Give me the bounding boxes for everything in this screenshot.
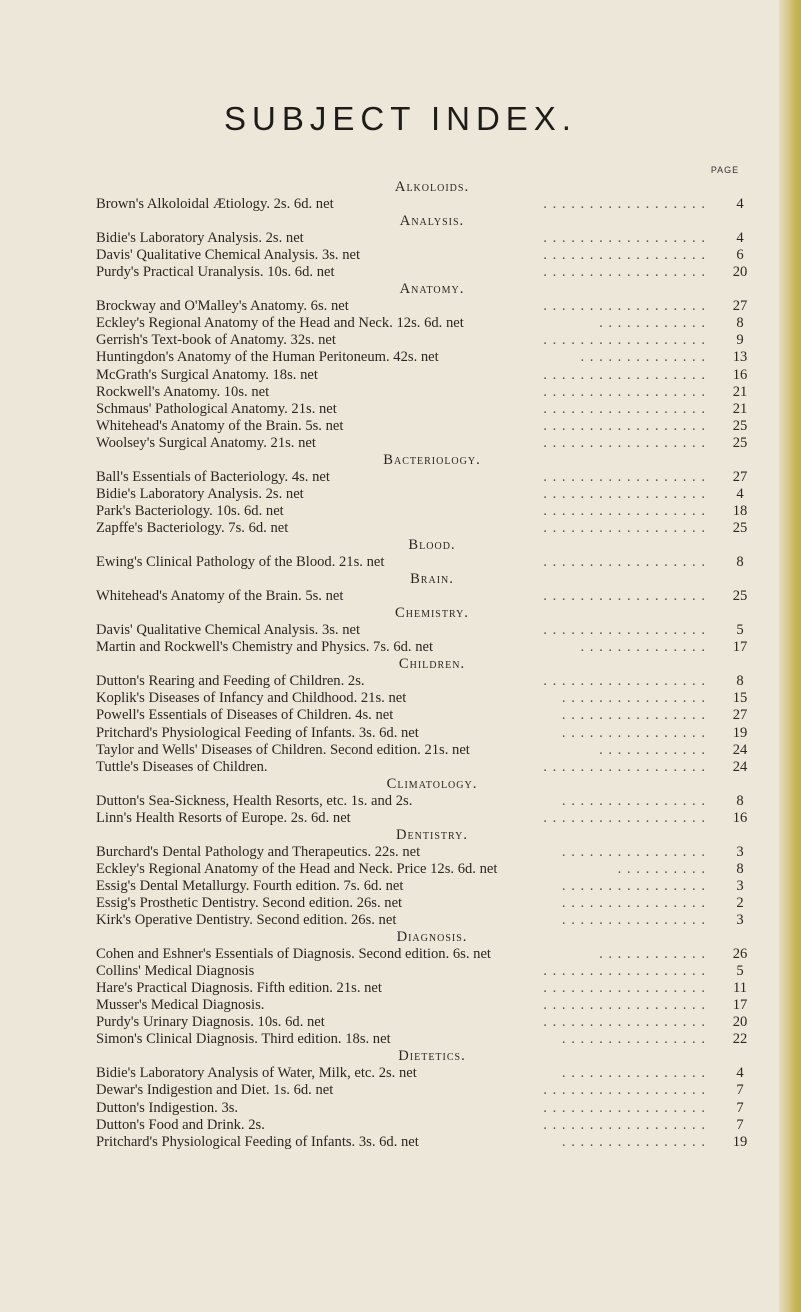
entry-text: Brockway and O'Malley's Anatomy. 6s. net bbox=[96, 298, 349, 315]
leader-dots: . . . . . . . . . . . . bbox=[599, 741, 706, 758]
leader-dots: . . . . . . . . . . . . . . . . bbox=[561, 1133, 706, 1150]
leader-dots: . . . . . . . . . . . . . . . . bbox=[561, 690, 706, 707]
entry-text: Bidie's Laboratory Analysis. 2s. net bbox=[96, 485, 304, 502]
index-entry bbox=[96, 503, 758, 520]
entry-text: Simon's Clinical Diagnosis. Third edition. 18s. net bbox=[96, 1031, 391, 1048]
entry-text: Powell's Essentials of Diseases of Children. 4s. net bbox=[96, 707, 394, 724]
page-number: 17 bbox=[732, 639, 748, 656]
entry-text: Martin and Rockwell's Chemistry and Physics. 7s. 6d. net bbox=[96, 639, 434, 656]
page-number: 4 bbox=[736, 1065, 744, 1082]
leader-dots: . . . . . . . . . . . . . . . . . . bbox=[543, 383, 706, 400]
page-number: 25 bbox=[732, 417, 748, 434]
page-number: 21 bbox=[732, 383, 748, 400]
entry-text: Dutton's Food and Drink. 2s. bbox=[96, 1116, 265, 1133]
leader-dots: . . . . . . . . . . . . . . . . bbox=[561, 1031, 706, 1048]
index-entry bbox=[96, 1134, 758, 1151]
section-heading: Children. bbox=[398, 656, 466, 673]
leader-dots: . . . . . . . . . . . . . . . . . . bbox=[543, 809, 706, 826]
index-entry bbox=[96, 367, 758, 384]
entry-text: Burchard's Dental Pathology and Therapeutics. 22s. net bbox=[96, 843, 421, 860]
leader-dots: . . . . . . . . . . . . . . . . . . bbox=[543, 502, 706, 519]
entry-text: Rockwell's Anatomy. 10s. net bbox=[96, 383, 270, 400]
leader-dots: . . . . . . . . . . . . . . . . bbox=[561, 1065, 706, 1082]
entry-text: Schmaus' Pathological Anatomy. 21s. net bbox=[96, 400, 337, 417]
index-entry bbox=[96, 588, 758, 605]
index-entry bbox=[96, 622, 758, 639]
entry-text: Davis' Qualitative Chemical Analysis. 3s. net bbox=[96, 247, 361, 264]
index-entry bbox=[96, 315, 758, 332]
index-entry bbox=[96, 1082, 758, 1099]
leader-dots: . . . . . . . . . . . . . . . . . . bbox=[543, 400, 706, 417]
page-number: 26 bbox=[732, 946, 748, 963]
index-entry bbox=[96, 554, 758, 571]
leader-dots: . . . . . . . . . . . . . . . . bbox=[561, 894, 706, 911]
leader-dots: . . . . . . . . . . . . . . . . . . bbox=[543, 519, 706, 536]
page-number: 25 bbox=[732, 519, 748, 536]
page-number: 8 bbox=[736, 860, 744, 877]
leader-dots: . . . . . . . . . . . . . . . . . . bbox=[543, 980, 706, 997]
entry-text: Eckley's Regional Anatomy of the Head and Neck. 12s. 6d. net bbox=[96, 315, 464, 332]
leader-dots: . . . . . . . . . . . . . . . . . . bbox=[543, 196, 706, 213]
entry-text: Musser's Medical Diagnosis. bbox=[96, 997, 265, 1014]
index-entry bbox=[96, 196, 758, 213]
leader-dots: . . . . . . . . . . . . . . . . . . bbox=[543, 1082, 706, 1099]
leader-dots: . . . . . . . . . . . . . . bbox=[580, 349, 706, 366]
leader-dots: . . . . . . . . . . . . . . . . . . bbox=[543, 247, 706, 264]
section-heading: Alkoloids. bbox=[394, 179, 470, 195]
leader-dots: . . . . . . . . . . . . . . . . bbox=[561, 724, 706, 741]
index-entry bbox=[96, 963, 758, 980]
leader-dots: . . . . . . . . . . . . . . . . . . bbox=[543, 332, 706, 349]
index-entry bbox=[96, 810, 758, 827]
page-number: 4 bbox=[736, 230, 744, 247]
page-number: 3 bbox=[736, 843, 744, 860]
leader-dots: . . . . . . . . . . . . . . . . . . bbox=[543, 622, 706, 639]
page-number: 19 bbox=[732, 724, 748, 741]
index-entry bbox=[96, 878, 758, 895]
entry-text: Taylor and Wells' Diseases of Children. Second edition. 21s. net bbox=[96, 741, 470, 758]
index-entry bbox=[96, 435, 758, 452]
page-number: 7 bbox=[736, 1116, 744, 1133]
entry-text: Dewar's Indigestion and Diet. 1s. 6d. net bbox=[96, 1082, 334, 1099]
page-number: 22 bbox=[732, 1031, 748, 1048]
entry-text: Tuttle's Diseases of Children. bbox=[96, 758, 268, 775]
leader-dots: . . . . . . . . . . . . . . . . . . bbox=[543, 434, 706, 451]
leader-dots: . . . . . . . . . . . . . . bbox=[580, 639, 706, 656]
section-heading: Diagnosis. bbox=[396, 929, 468, 946]
leader-dots: . . . . . . . . . . . . . . . . . . bbox=[543, 298, 706, 315]
section-heading: Brain. bbox=[410, 571, 454, 588]
index-entry bbox=[96, 332, 758, 349]
page-edge bbox=[779, 0, 801, 1312]
page-number: 4 bbox=[736, 196, 744, 213]
entry-text: Whitehead's Anatomy of the Brain. 5s. net bbox=[96, 417, 344, 434]
leader-dots: . . . . . . . . . . . . . . . . . . bbox=[543, 1116, 706, 1133]
section-heading: Dietetics. bbox=[398, 1048, 466, 1065]
entry-text: Bidie's Laboratory Analysis. 2s. net bbox=[96, 230, 304, 247]
entry-text: Linn's Health Resorts of Europe. 2s. 6d. net bbox=[96, 809, 351, 826]
entry-text: Ewing's Clinical Pathology of the Blood. 21s. net bbox=[96, 554, 385, 571]
leader-dots: . . . . . . . . . . . . . . . . . . bbox=[543, 366, 706, 383]
page-number: 25 bbox=[732, 588, 748, 605]
leader-dots: . . . . . . . . . . . . . . . . . . bbox=[543, 673, 706, 690]
leader-dots: . . . . . . . . . . . . bbox=[599, 946, 706, 963]
page-number: 7 bbox=[736, 1082, 744, 1099]
entry-text: Huntingdon's Anatomy of the Human Peritoneum. 42s. net bbox=[96, 349, 439, 366]
page-number: 18 bbox=[732, 502, 748, 519]
section-heading: Analysis. bbox=[399, 213, 465, 230]
index-entry bbox=[96, 946, 758, 963]
entry-text: McGrath's Surgical Anatomy. 18s. net bbox=[96, 366, 318, 383]
page-number: 27 bbox=[732, 468, 748, 485]
entry-text: Eckley's Regional Anatomy of the Head and Neck. Price 12s. 6d. net bbox=[96, 860, 498, 877]
index-entry bbox=[96, 895, 758, 912]
page-number: 27 bbox=[732, 707, 748, 724]
page-number: 24 bbox=[732, 741, 748, 758]
leader-dots: . . . . . . . . . . bbox=[617, 860, 706, 877]
index-entry bbox=[96, 418, 758, 435]
leader-dots: . . . . . . . . . . . . . . . . . . bbox=[543, 1014, 706, 1031]
index-entry bbox=[96, 1014, 758, 1031]
entry-text: Cohen and Eshner's Essentials of Diagnosis. Second edition. 6s. net bbox=[96, 946, 491, 963]
page-number: 19 bbox=[732, 1133, 748, 1150]
section-heading: Blood. bbox=[408, 536, 456, 553]
index-entry bbox=[96, 349, 758, 366]
index-entry bbox=[96, 912, 758, 929]
index-entry bbox=[96, 980, 758, 997]
index-entry bbox=[96, 793, 758, 810]
page-number: 21 bbox=[732, 400, 748, 417]
page-number: 3 bbox=[736, 912, 744, 929]
entry-text: Purdy's Practical Uranalysis. 10s. 6d. net bbox=[96, 264, 335, 281]
leader-dots: . . . . . . . . . . . . . . . . . . bbox=[543, 264, 706, 281]
entry-text: Gerrish's Text-book of Anatomy. 32s. net bbox=[96, 332, 336, 349]
entry-text: Pritchard's Physiological Feeding of Infants. 3s. 6d. net bbox=[96, 1133, 419, 1150]
leader-dots: . . . . . . . . . . . . bbox=[599, 315, 706, 332]
leader-dots: . . . . . . . . . . . . . . . . . . bbox=[543, 1099, 706, 1116]
entry-text: Dutton's Rearing and Feeding of Children. 2s. bbox=[96, 673, 365, 690]
page-number: 8 bbox=[736, 315, 744, 332]
entry-text: Davis' Qualitative Chemical Analysis. 3s. net bbox=[96, 622, 361, 639]
entry-text: Pritchard's Physiological Feeding of Infants. 3s. 6d. net bbox=[96, 724, 419, 741]
index-entry bbox=[96, 469, 758, 486]
index-entry bbox=[96, 690, 758, 707]
index-entry bbox=[96, 997, 758, 1014]
entry-text: Zapffe's Bacteriology. 7s. 6d. net bbox=[96, 519, 289, 536]
subject-index bbox=[96, 179, 758, 1151]
entry-text: Brown's Alkoloidal Ætiology. 2s. 6d. net bbox=[96, 196, 334, 213]
leader-dots: . . . . . . . . . . . . . . . . . . bbox=[543, 468, 706, 485]
index-entry bbox=[96, 844, 758, 861]
page-number: 16 bbox=[732, 809, 748, 826]
index-entry bbox=[96, 520, 758, 537]
entry-text: Hare's Practical Diagnosis. Fifth edition. 21s. net bbox=[96, 980, 382, 997]
section-heading: Climatology. bbox=[386, 775, 478, 792]
page-number: 8 bbox=[736, 673, 744, 690]
entry-text: Park's Bacteriology. 10s. 6d. net bbox=[96, 502, 284, 519]
page-number: 15 bbox=[732, 690, 748, 707]
index-entry bbox=[96, 639, 758, 656]
entry-text: Whitehead's Anatomy of the Brain. 5s. net bbox=[96, 588, 344, 605]
entry-text: Ball's Essentials of Bacteriology. 4s. net bbox=[96, 468, 330, 485]
page-number: 8 bbox=[736, 792, 744, 809]
index-entry bbox=[96, 230, 758, 247]
page-number: 5 bbox=[736, 622, 744, 639]
page-number: 6 bbox=[736, 247, 744, 264]
page-number: 4 bbox=[736, 485, 744, 502]
entry-text: Essig's Prosthetic Dentistry. Second edition. 26s. net bbox=[96, 894, 403, 911]
page-number: 13 bbox=[732, 349, 748, 366]
leader-dots: . . . . . . . . . . . . . . . . . . bbox=[543, 588, 706, 605]
page-number: 25 bbox=[732, 434, 748, 451]
leader-dots: . . . . . . . . . . . . . . . . bbox=[561, 792, 706, 809]
index-entry bbox=[96, 759, 758, 776]
index-entry bbox=[96, 384, 758, 401]
index-entry bbox=[96, 707, 758, 724]
index-entry bbox=[96, 486, 758, 503]
entry-text: Koplik's Diseases of Infancy and Childhood. 21s. net bbox=[96, 690, 407, 707]
entry-text: Kirk's Operative Dentistry. Second edition. 26s. net bbox=[96, 912, 397, 929]
index-entry bbox=[96, 247, 758, 264]
entry-text: Essig's Dental Metallurgy. Fourth edition. 7s. 6d. net bbox=[96, 877, 404, 894]
page-number: 11 bbox=[732, 980, 748, 997]
page-number: 17 bbox=[732, 997, 748, 1014]
page-number: 24 bbox=[732, 758, 748, 775]
index-entry bbox=[96, 1100, 758, 1117]
entry-text: Dutton's Indigestion. 3s. bbox=[96, 1099, 239, 1116]
page-column-label: PAGE bbox=[710, 165, 740, 175]
page-number: 8 bbox=[736, 554, 744, 571]
leader-dots: . . . . . . . . . . . . . . . . . . bbox=[543, 997, 706, 1014]
entry-text: Bidie's Laboratory Analysis of Water, Milk, etc. 2s. net bbox=[96, 1065, 417, 1082]
index-entry bbox=[96, 673, 758, 690]
section-heading: Bacteriology. bbox=[383, 451, 481, 468]
page-title: SUBJECT INDEX. bbox=[224, 100, 577, 137]
page-number: 5 bbox=[736, 963, 744, 980]
section-heading: Dentistry. bbox=[396, 826, 468, 843]
section-heading: Anatomy. bbox=[399, 281, 465, 298]
leader-dots: . . . . . . . . . . . . . . . . bbox=[561, 843, 706, 860]
page-number: 9 bbox=[736, 332, 744, 349]
entry-text: Collins' Medical Diagnosis bbox=[96, 963, 255, 980]
leader-dots: . . . . . . . . . . . . . . . . . . bbox=[543, 554, 706, 571]
leader-dots: . . . . . . . . . . . . . . . . bbox=[561, 912, 706, 929]
page-number: 20 bbox=[732, 264, 748, 281]
leader-dots: . . . . . . . . . . . . . . . . . . bbox=[543, 963, 706, 980]
leader-dots: . . . . . . . . . . . . . . . . . . bbox=[543, 417, 706, 434]
index-entry bbox=[96, 1117, 758, 1134]
index-entry bbox=[96, 401, 758, 418]
leader-dots: . . . . . . . . . . . . . . . . . . bbox=[543, 758, 706, 775]
page-number: 2 bbox=[736, 894, 744, 911]
index-entry bbox=[96, 861, 758, 878]
leader-dots: . . . . . . . . . . . . . . . . bbox=[561, 877, 706, 894]
index-entry bbox=[96, 725, 758, 742]
leader-dots: . . . . . . . . . . . . . . . . bbox=[561, 707, 706, 724]
page-number: 20 bbox=[732, 1014, 748, 1031]
index-entry bbox=[96, 298, 758, 315]
index-entry bbox=[96, 1031, 758, 1048]
index-entry bbox=[96, 264, 758, 281]
index-entry bbox=[96, 742, 758, 759]
entry-text: Dutton's Sea-Sickness, Health Resorts, etc. 1s. and 2s. bbox=[96, 792, 413, 809]
entry-text: Woolsey's Surgical Anatomy. 21s. net bbox=[96, 434, 316, 451]
page-number: 7 bbox=[736, 1099, 744, 1116]
leader-dots: . . . . . . . . . . . . . . . . . . bbox=[543, 485, 706, 502]
section-heading: Chemistry. bbox=[395, 605, 469, 622]
page-number: 27 bbox=[732, 298, 748, 315]
page-number: 3 bbox=[736, 877, 744, 894]
page-number: 16 bbox=[732, 366, 748, 383]
index-entry bbox=[96, 1065, 758, 1082]
leader-dots: . . . . . . . . . . . . . . . . . . bbox=[543, 230, 706, 247]
entry-text: Purdy's Urinary Diagnosis. 10s. 6d. net bbox=[96, 1014, 325, 1031]
